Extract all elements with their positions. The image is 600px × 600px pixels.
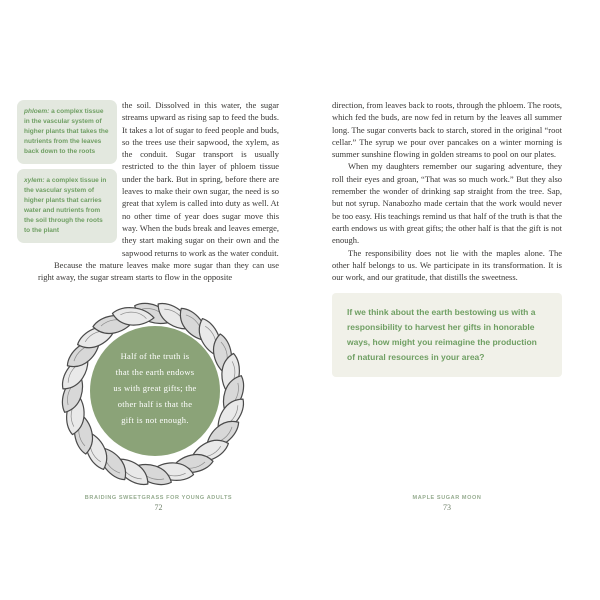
quote-line: Half of the truth is [120, 351, 190, 361]
body-paragraph: direction, from leaves back to roots, through the phloem. The roots, which fed the buds, are now fed in return by the leaves all summer long. The sugar converts back to starch, stored in the original “root cellar.” The syrup we pour over pancakes on a winter morning is summer sunshine flowing in golden streams to pool on our plates. [332, 100, 562, 160]
definition-xylem: a complex tissue in the vascular system of higher plants that carries water and nutrients from the soil through the roots to the plant [24, 177, 107, 234]
term-xylem: xylem: [24, 177, 45, 184]
quote-line: that the earth endows [115, 367, 195, 377]
definition-sidebar [17, 100, 117, 248]
term-phloem: phloem: [24, 108, 50, 115]
definition-box-xylem [17, 169, 117, 243]
right-page-footer [332, 495, 562, 512]
reflection-question-box: If we think about the earth bestowing us with a responsibility to harvest her gifts in honorable ways, how might you reimagine the production of natural resources in your area? [332, 293, 562, 377]
body-paragraph: The responsibility does not lie with the maples alone. The other half belongs to us. We participate in its transformation. It is our work, and our gratitude, that distills the sweetness. [332, 247, 562, 283]
left-page [24, 99, 279, 283]
sweetgrass-braid-wreath [53, 294, 253, 494]
definition-box-phloem [17, 100, 117, 164]
body-paragraph: When my daughters remember our sugaring adventure, they roll their eyes and groan, “That was so much work.” But they also remember the wonder of drinking sap straight from the tree. Sap, but not syrup. Nanabozho made certain that the work would never be too easy. His teachings remind us that half of the truth is that the earth endows us with great gifts; the other half is that the gift is not enough. [332, 161, 562, 246]
body-paragraph: the soil. Dissolved in this water, the sugar streams upward as rising sap to feed the buds. It takes a lot of sugar to feed people and buds, so the trees use their sapwood, the xylem, as the conduit. Sugar transport is usually restricted to the thin layer of phloem tissue under the bark. But in spring, before there are leaves to make their own sugar, the need is so great that xylem is called into duty as well. At no other time of year does sugar move this way. When the buds break and leaves emerge, they start making sugar on their own and the sapwood returns to work as the water conduit. [122, 100, 279, 258]
definition-phloem: a complex tissue in the vascular system of higher plants that takes the nutrients from the leaves back down to the roots [24, 108, 109, 155]
page-number: 72 [154, 503, 163, 512]
running-title: BRAIDING SWEETGRASS FOR YOUNG ADULTS [84, 495, 233, 501]
body-paragraph: Because the mature leaves make more sugar than they can use right away, the sugar stream starts to flow in the opposite [38, 259, 279, 283]
page-number: 73 [443, 503, 451, 512]
wreath-quote [55, 288, 255, 488]
quote-line: other half is that the [117, 399, 193, 409]
quote-line: us with great gifts; the [113, 383, 197, 393]
quote-line: gift is not enough. [121, 415, 189, 425]
left-page-footer [38, 495, 279, 512]
running-title: MAPLE SUGAR MOON [412, 495, 482, 501]
right-page [332, 99, 562, 377]
